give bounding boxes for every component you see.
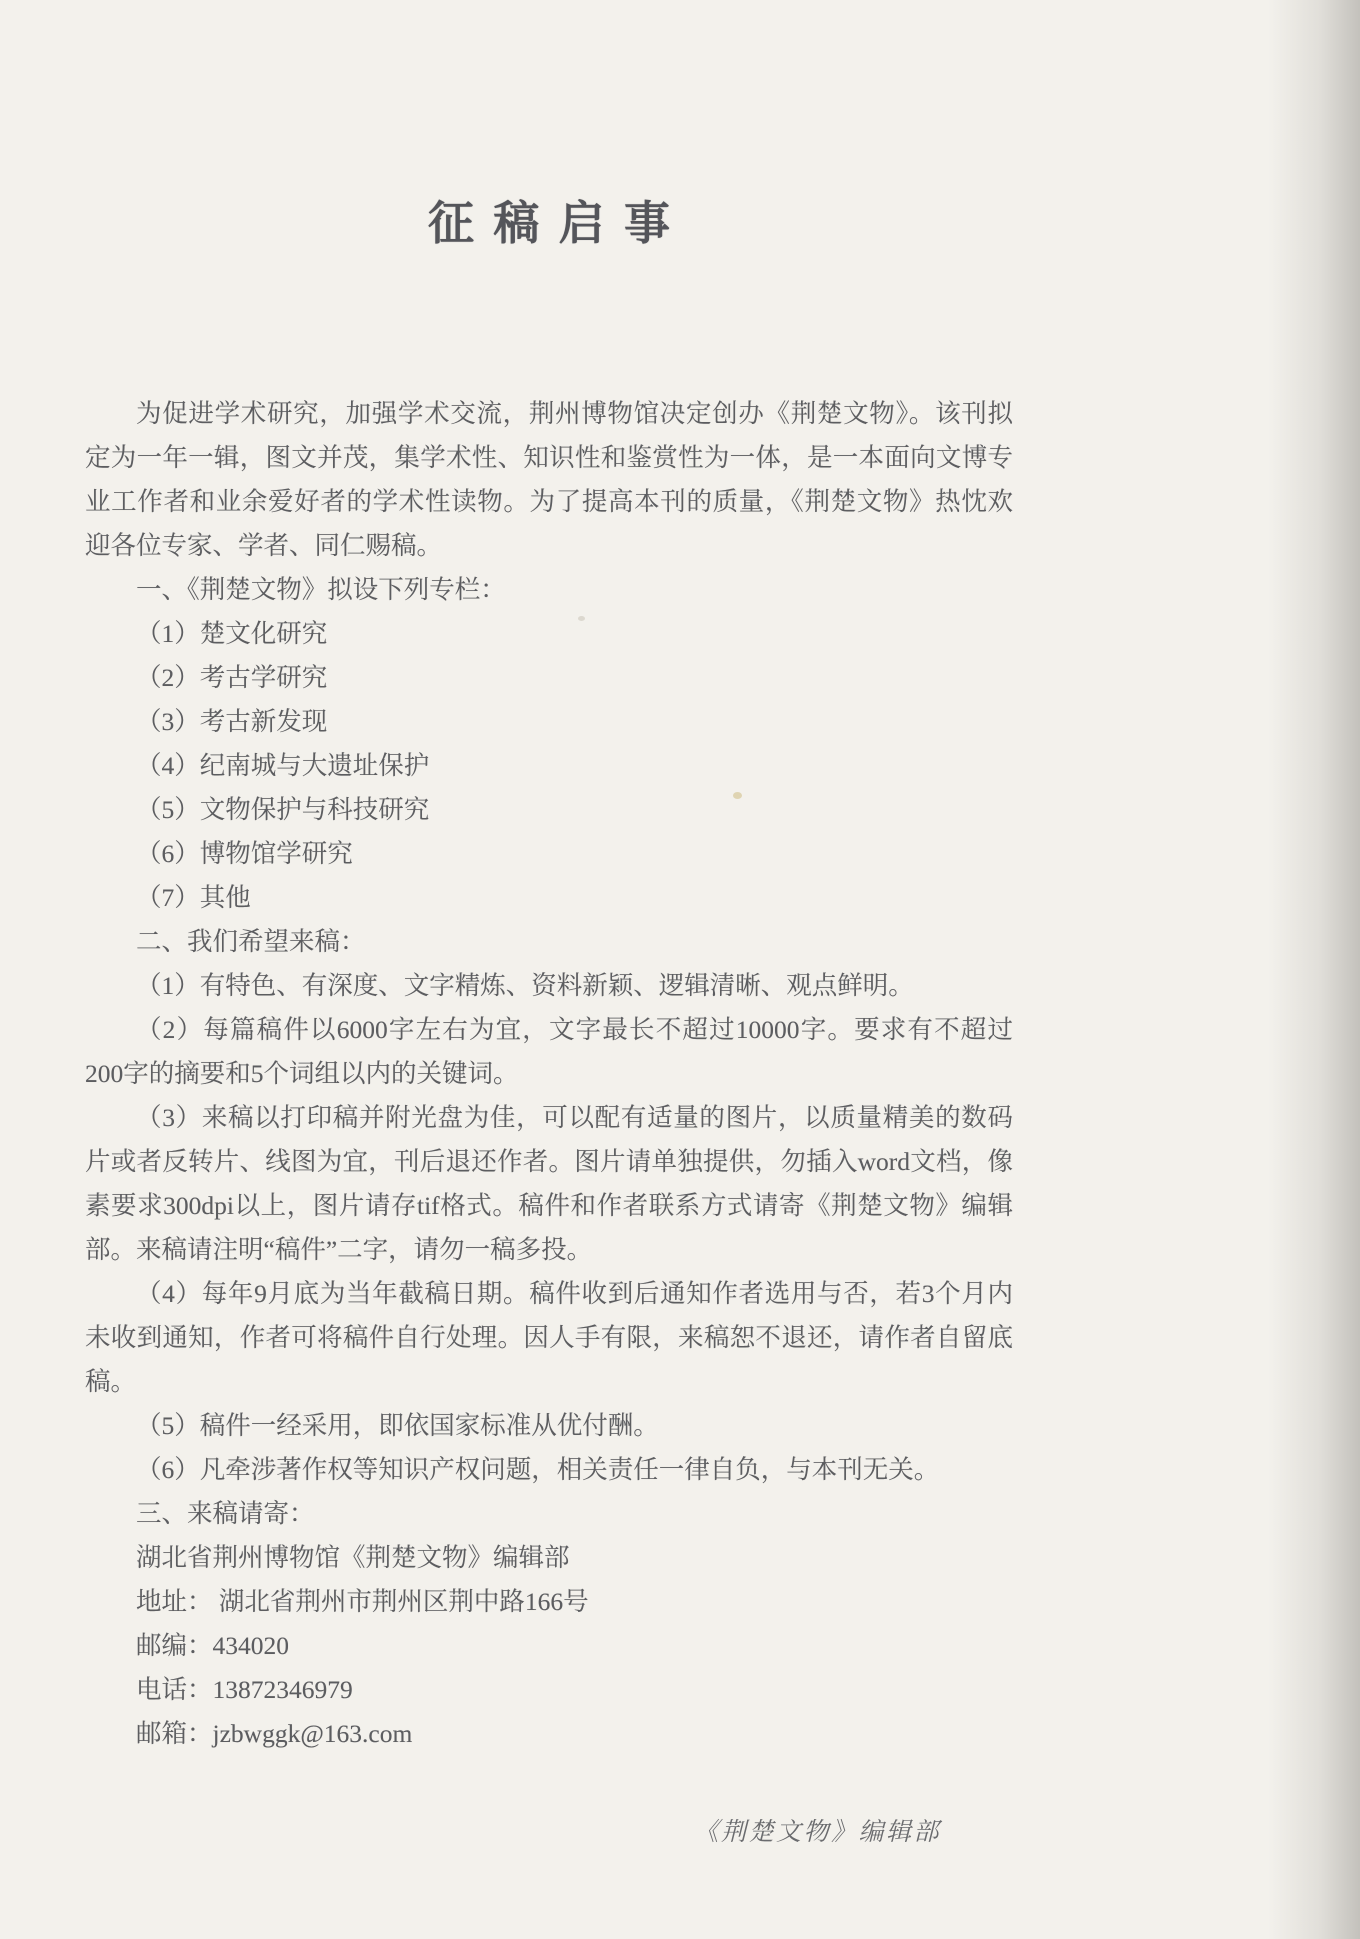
document-content [85, 0, 1013, 1848]
intro-paragraph: 为促进学术研究，加强学术交流，荆州博物馆决定创办《荆楚文物》。该刊拟定为一年一辑，图文并茂，集学术性、知识性和鉴赏性为一体，是一本面向文博专业工作者和业余爱好者的学术性读物。为了提高本刊的质量，《荆楚文物》热忱欢迎各位专家、学者、同仁赐稿。 [85, 399, 1013, 560]
contact-recipient: 湖北省荆州博物馆《荆楚文物》编辑部 [136, 1543, 570, 1572]
contact-email: 邮箱：jzbwggk@163.com [136, 1719, 413, 1748]
section2-heading: 二、我们希望来稿： [136, 927, 366, 956]
requirement-item-6: （6）凡牵涉著作权等知识产权问题，相关责任一律自负，与本刊无关。 [136, 1455, 940, 1484]
requirement-item-5: （5）稿件一经采用，即依国家标准从优付酬。 [136, 1411, 659, 1440]
column-item-3: （3）考古新发现 [136, 707, 328, 736]
column-item-1: （1）楚文化研究 [136, 619, 328, 648]
requirement-item-2: （2）每篇稿件以6000字左右为宜，文字最长不超过10000字。要求有不超过200字的摘要和5个词组以内的关键词。 [85, 1015, 1013, 1088]
column-item-7: （7）其他 [136, 883, 251, 912]
contact-phone: 电话：13872346979 [136, 1675, 353, 1704]
column-item-2: （2）考古学研究 [136, 663, 328, 692]
requirement-item-3: （3）来稿以打印稿并附光盘为佳，可以配有适量的图片，以质量精美的数码片或者反转片、线图为宜，刊后退还作者。图片请单独提供，勿插入word文档，像素要求300dpi以上，图片请存tif格式。稿件和作者联系方式请寄《荆楚文物》编辑部。来稿请注明“稿件”二字，请勿一稿多投。 [85, 1103, 1013, 1264]
section3-heading: 三、来稿请寄： [136, 1499, 315, 1528]
contact-postcode: 邮编：434020 [136, 1631, 290, 1660]
column-item-5: （5）文物保护与科技研究 [136, 795, 430, 824]
page-title: 征稿启事 [428, 198, 690, 249]
document-body [85, 392, 1013, 1756]
requirement-item-1: （1）有特色、有深度、文字精炼、资料新颖、逻辑清晰、观点鲜明。 [136, 971, 914, 1000]
editorial-signature: 《荆楚文物》编辑部 [693, 1819, 941, 1846]
section1-heading: 一、《荆楚文物》拟设下列专栏： [136, 575, 506, 604]
requirement-item-4: （4）每年9月底为当年截稿日期。稿件收到后通知作者选用与否，若3个月内未收到通知，作者可将稿件自行处理。因人手有限，来稿恕不退还，请作者自留底稿。 [85, 1279, 1013, 1396]
page-edge-shadow [1268, 0, 1360, 1939]
contact-address: 地址： 湖北省荆州市荆州区荆中路166号 [136, 1587, 589, 1616]
column-item-4: （4）纪南城与大遗址保护 [136, 751, 430, 780]
column-item-6: （6）博物馆学研究 [136, 839, 353, 868]
